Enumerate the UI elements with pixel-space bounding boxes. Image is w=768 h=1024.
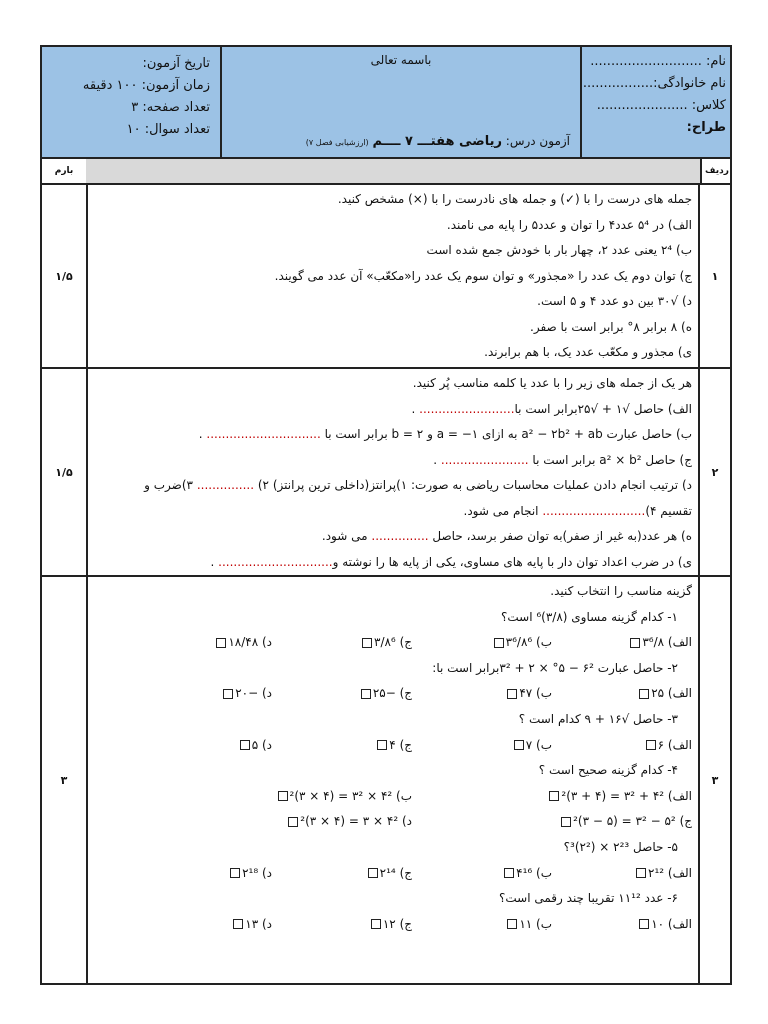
option-label: ب) ۷ <box>525 737 552 752</box>
line-tail: . <box>411 401 420 416</box>
checkbox-icon[interactable] <box>240 740 250 750</box>
checkbox-icon[interactable] <box>223 689 233 699</box>
option-d[interactable] <box>132 861 272 887</box>
question-3-body <box>88 577 698 983</box>
mc-question: ۳- حاصل √۱۶ + ۹ کدام است ؟ <box>518 711 678 726</box>
option-label: الف) ۲۵ <box>651 686 692 701</box>
bismillah: باسمه تعالی <box>370 53 432 67</box>
option-c[interactable] <box>272 630 412 656</box>
option-c[interactable] <box>272 733 412 759</box>
option-label: الف) ۴² + ۳² = (۴ + ۳)² <box>561 788 692 803</box>
blank-dots: .............................. <box>218 554 333 569</box>
question-line: جمله های درست را با (✓) و جمله های نادرست را با (×) مشخص کنید. <box>337 192 692 206</box>
line-text: د) ترتیب انجام دادن عملیات محاسبات ریاضی به صورت: ۱)پرانتز(داخلی ترین پرانتز) ۲) <box>257 478 692 492</box>
question-2-number: ۲ <box>698 369 730 575</box>
mc-options <box>94 861 692 887</box>
blank-dots: ......................... <box>419 401 515 416</box>
option-c[interactable] <box>272 912 412 938</box>
checkbox-icon[interactable] <box>377 740 387 750</box>
mc-question: ۶- عدد ۱۱¹² تقریبا چند رقمی است؟ <box>499 891 678 906</box>
option-label: د) ۱۸/۴۸ <box>228 635 272 650</box>
question-3-number: ۳ <box>698 577 730 983</box>
checkbox-icon[interactable] <box>368 868 378 878</box>
question-3-score: ۳ <box>42 577 88 983</box>
option-a[interactable] <box>552 630 692 656</box>
option-b[interactable] <box>412 630 552 656</box>
exam-note: (ارزشیابی فصل ۷) <box>305 138 369 147</box>
option-label: الف) ۱۰ <box>651 916 692 931</box>
checkbox-icon[interactable] <box>216 638 226 648</box>
student-class-field: کلاس: ...................... <box>596 98 726 113</box>
option-label: ج) ۴ <box>389 737 412 752</box>
option-a[interactable] <box>552 861 692 887</box>
blank-dots: ............... <box>371 529 433 543</box>
checkbox-icon[interactable] <box>371 919 381 929</box>
exam-question-count: تعداد سوال: ۱۰ <box>126 122 210 137</box>
option-c[interactable] <box>272 681 412 707</box>
option-d[interactable] <box>132 681 272 707</box>
option-label: د) −۲۰ <box>235 686 272 701</box>
checkbox-icon[interactable] <box>639 689 649 699</box>
question-line <box>94 397 692 423</box>
mc-question: ۲- حاصل عبارت ۶² − ۵° × ۲ + ۳²برابر است با: <box>432 660 678 675</box>
option-d[interactable] <box>132 733 272 759</box>
option-label: د) ۲¹⁸ <box>242 865 272 880</box>
line-text: ب) حاصل عبارت a² − ۲b² + ab به ازای a = −۱ و b = ۲ برابر است با <box>324 427 692 441</box>
option-label: الف) ۶ <box>657 737 692 752</box>
line-text: هر یک از جمله های زیر را با عدد یا کلمه مناسب پُر کنید. <box>412 376 692 390</box>
line-text: ه) هر عدد(به غیر از صفر)به توان صفر برسد، حاصل <box>432 529 692 543</box>
checkbox-icon[interactable] <box>362 638 372 648</box>
checkbox-icon[interactable] <box>233 919 243 929</box>
option-a[interactable] <box>552 681 692 707</box>
blank-dots: ............... <box>196 478 258 492</box>
question-2-score: ۱/۵ <box>42 369 88 575</box>
option-a[interactable] <box>412 784 692 810</box>
checkbox-icon[interactable] <box>630 638 640 648</box>
exam-header <box>42 47 730 159</box>
option-d[interactable] <box>132 809 412 835</box>
score-column-header: بارم <box>42 159 88 183</box>
option-d[interactable] <box>132 630 272 656</box>
option-label: ج) ۳/۸⁶ <box>374 635 412 650</box>
option-label: ب) ۴۷ <box>519 686 552 701</box>
question-1-score: ۱/۵ <box>42 185 88 367</box>
option-b[interactable] <box>412 733 552 759</box>
exam-meta <box>42 47 220 157</box>
question-2-body <box>88 369 698 575</box>
checkbox-icon[interactable] <box>639 919 649 929</box>
question-1-body <box>88 185 698 367</box>
student-family-field: نام خانوادگی:.................. <box>578 76 726 91</box>
option-label: ج) ۲¹⁴ <box>379 865 412 880</box>
line-tail: ۳)ضرب و <box>144 478 197 492</box>
option-label: الف) ۳⁶/۸ <box>642 635 692 650</box>
line-text: ج) حاصل a² × b² برابر است با <box>532 452 692 467</box>
exam-pages: تعداد صفحه: ۳ <box>131 100 210 115</box>
exam-sheet <box>40 45 732 985</box>
question-column-header <box>86 159 700 183</box>
question-2 <box>42 369 730 577</box>
column-header-row <box>42 159 730 185</box>
question-line <box>94 499 692 525</box>
option-label: د) ۴² × ۳ = (۴ × ۳)² <box>300 814 412 829</box>
exam-subject: ریاضی هفتـــ ۷ ــــم <box>372 134 502 149</box>
option-label: ب) ۴² × ۳² = (۴ × ۳)² <box>289 788 412 803</box>
question-line <box>94 371 692 397</box>
question-intro: گزینه مناسب را انتخاب کنید. <box>550 584 692 598</box>
checkbox-icon[interactable] <box>636 868 646 878</box>
mc-question: ۴- کدام گزینه صحیح است ؟ <box>538 763 678 778</box>
option-d[interactable] <box>132 912 272 938</box>
row-column-header: ردیف <box>700 159 732 183</box>
exam-date: تاریخ آزمون: <box>142 56 210 71</box>
option-label: ج) −۲۵ <box>372 686 412 701</box>
question-line <box>94 524 692 550</box>
student-info <box>578 47 730 157</box>
mc-options <box>94 912 692 938</box>
question-line: الف) در ۵⁴ عدد۴ را توان و عدد۵ را پایه می نامند. <box>446 217 692 232</box>
mc-options <box>94 630 692 656</box>
question-line <box>94 473 692 499</box>
mc-options <box>94 809 692 835</box>
checkbox-icon[interactable] <box>561 817 571 827</box>
option-label: د) ۱۳ <box>245 916 272 931</box>
option-label: د) ۵ <box>251 737 272 752</box>
checkbox-icon[interactable] <box>361 689 371 699</box>
mc-question: ۱- کدام گزینه مساوی (۳/۸)⁶ است؟ <box>501 609 678 624</box>
line-text: الف) حاصل √۱ + √۲۵برابر است با <box>514 401 692 416</box>
option-label: ب) ۳⁶/۸⁶ <box>505 635 552 650</box>
option-b[interactable] <box>132 784 412 810</box>
student-name-field: نام: ........................... <box>590 54 726 69</box>
question-line <box>94 448 692 474</box>
option-label: ب) ۱۱ <box>519 916 552 931</box>
line-tail: . <box>198 427 207 441</box>
exam-title-block <box>220 47 582 157</box>
line-tail: انجام می شود. <box>463 503 543 518</box>
option-b[interactable] <box>412 681 552 707</box>
mc-options <box>94 733 692 759</box>
exam-prefix: آزمون درس: <box>505 134 570 148</box>
option-label: الف) ۲¹² <box>648 865 692 880</box>
question-line: ی) مجذور و مکعّب عدد یک، با هم برابرند. <box>484 345 692 359</box>
option-c[interactable] <box>412 809 692 835</box>
checkbox-icon[interactable] <box>514 740 524 750</box>
question-line <box>94 422 692 448</box>
checkbox-icon[interactable] <box>504 868 514 878</box>
question-line: د) √۳۰ بین دو عدد ۴ و ۵ است. <box>537 294 692 308</box>
checkbox-icon[interactable] <box>230 868 240 878</box>
checkbox-icon[interactable] <box>646 740 656 750</box>
option-a[interactable] <box>552 733 692 759</box>
blank-dots: ....................... <box>440 452 533 467</box>
question-line: ب) ۲⁴ یعنی عدد ۲، چهار بار با خودش جمع شده است <box>426 243 692 257</box>
checkbox-icon[interactable] <box>507 919 517 929</box>
option-c[interactable] <box>272 861 412 887</box>
blank-dots: .............................. <box>206 427 325 441</box>
checkbox-icon[interactable] <box>288 817 298 827</box>
checkbox-icon[interactable] <box>494 638 504 648</box>
option-a[interactable] <box>552 912 692 938</box>
exam-duration: زمان آزمون: ۱۰۰ دقیقه <box>82 78 210 93</box>
option-b[interactable] <box>412 861 552 887</box>
line-tail: می شود. <box>321 529 372 543</box>
option-label: ج) ۱۲ <box>382 916 412 931</box>
checkbox-icon[interactable] <box>549 791 559 801</box>
checkbox-icon[interactable] <box>507 689 517 699</box>
line-tail: . <box>210 554 219 569</box>
question-line: ج) توان دوم یک عدد را «مجذور» و توان سوم یک عدد را«مکعّب» آن عدد می گویند. <box>274 268 692 283</box>
option-label: ب) ۴¹⁶ <box>516 865 552 880</box>
mc-question: ۵- حاصل ۲²³ × (۲²)³؟ <box>563 839 678 854</box>
question-3 <box>42 577 730 983</box>
mc-options <box>94 681 692 707</box>
option-label: ج) ۵² − ۳² = (۵ − ۳)² <box>573 814 692 829</box>
line-text: تقسیم ۴) <box>645 503 692 518</box>
designer-field: طراح: <box>686 120 726 135</box>
mc-options <box>94 784 692 810</box>
exam-title <box>306 134 570 149</box>
question-line: ه) ۸ برابر ۸° برابر است با صفر. <box>530 319 692 334</box>
option-b[interactable] <box>412 912 552 938</box>
checkbox-icon[interactable] <box>278 791 288 801</box>
line-text: ی) در ضرب اعداد توان دار با پایه های مساوی، یکی از پایه ها را نوشته و <box>332 554 692 569</box>
line-tail: . <box>433 452 441 467</box>
blank-dots: ........................... <box>542 503 646 518</box>
question-line <box>94 550 692 576</box>
question-1-number: ۱ <box>698 185 730 367</box>
question-1 <box>42 185 730 369</box>
